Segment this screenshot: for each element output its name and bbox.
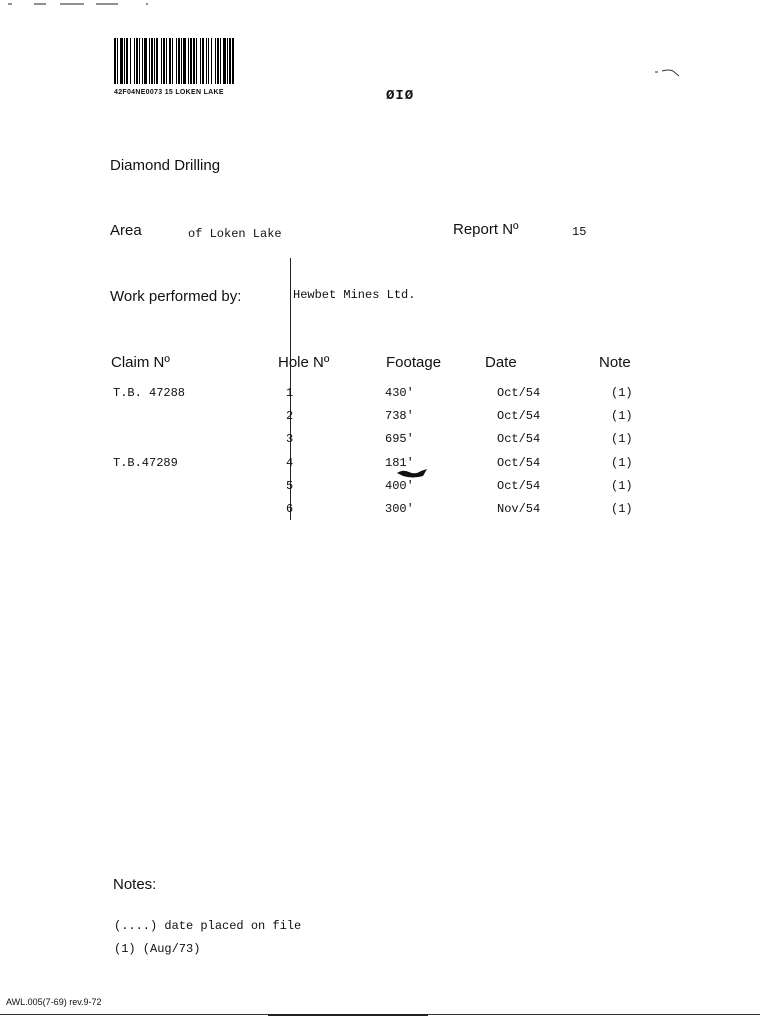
work-label: Work performed by: <box>110 288 242 305</box>
cell-footage: 181' <box>385 456 414 470</box>
header-date: Date <box>485 354 517 371</box>
cell-date: Oct/54 <box>497 386 541 400</box>
cell-date: Oct/54 <box>497 479 541 493</box>
cell-note: (1) <box>611 409 633 423</box>
header-footage: Footage <box>386 354 442 371</box>
notes-line: (1) (Aug/73) <box>114 942 201 956</box>
cell-hole: 1 <box>286 386 294 400</box>
report-label: Report Nº <box>453 221 519 238</box>
header-note: Note <box>599 354 631 371</box>
notes-line: (....) date placed on file <box>114 919 302 933</box>
corner-mark <box>653 66 681 78</box>
cell-footage: 695' <box>385 432 414 446</box>
area-value: of Loken Lake <box>188 227 282 241</box>
cell-date: Oct/54 <box>497 409 541 423</box>
cell-hole: 6 <box>286 502 294 516</box>
cell-date: Oct/54 <box>497 456 541 470</box>
header-hole: Hole Nº <box>278 354 330 371</box>
notes-label: Notes: <box>113 876 157 893</box>
cell-claim: T.B. 47288 <box>113 386 186 400</box>
cell-date: Oct/54 <box>497 432 541 446</box>
cell-hole: 2 <box>286 409 294 423</box>
cell-footage: 300' <box>385 502 414 516</box>
barcode-bar <box>234 38 235 84</box>
document-title: Diamond Drilling <box>110 157 221 174</box>
work-value: Hewbet Mines Ltd. <box>293 288 416 302</box>
cell-note: (1) <box>611 386 633 400</box>
cell-note: (1) <box>611 479 633 493</box>
cell-hole: 4 <box>286 456 294 470</box>
document-code: ØIØ <box>386 88 415 104</box>
report-value: 15 <box>572 225 587 239</box>
cell-note: (1) <box>611 456 633 470</box>
form-code: AWL.005(7-69) rev.9-72 <box>6 997 102 1007</box>
cell-note: (1) <box>611 432 633 446</box>
cell-hole: 3 <box>286 432 294 446</box>
cell-footage: 400' <box>385 479 414 493</box>
cell-date: Nov/54 <box>497 502 541 516</box>
barcode <box>114 38 332 84</box>
barcode-caption: 42F04NE0073 15 LOKEN LAKE <box>114 89 224 96</box>
area-label: Area <box>110 222 142 239</box>
cell-claim: T.B.47289 <box>113 456 178 470</box>
cell-note: (1) <box>611 502 633 516</box>
ink-scribble <box>395 468 429 480</box>
bottom-rule-thick <box>268 1014 428 1016</box>
cell-footage: 430' <box>385 386 414 400</box>
cell-hole: 5 <box>286 479 294 493</box>
header-claim: Claim Nº <box>111 354 170 371</box>
cell-footage: 738' <box>385 409 414 423</box>
scan-marks <box>0 0 160 8</box>
